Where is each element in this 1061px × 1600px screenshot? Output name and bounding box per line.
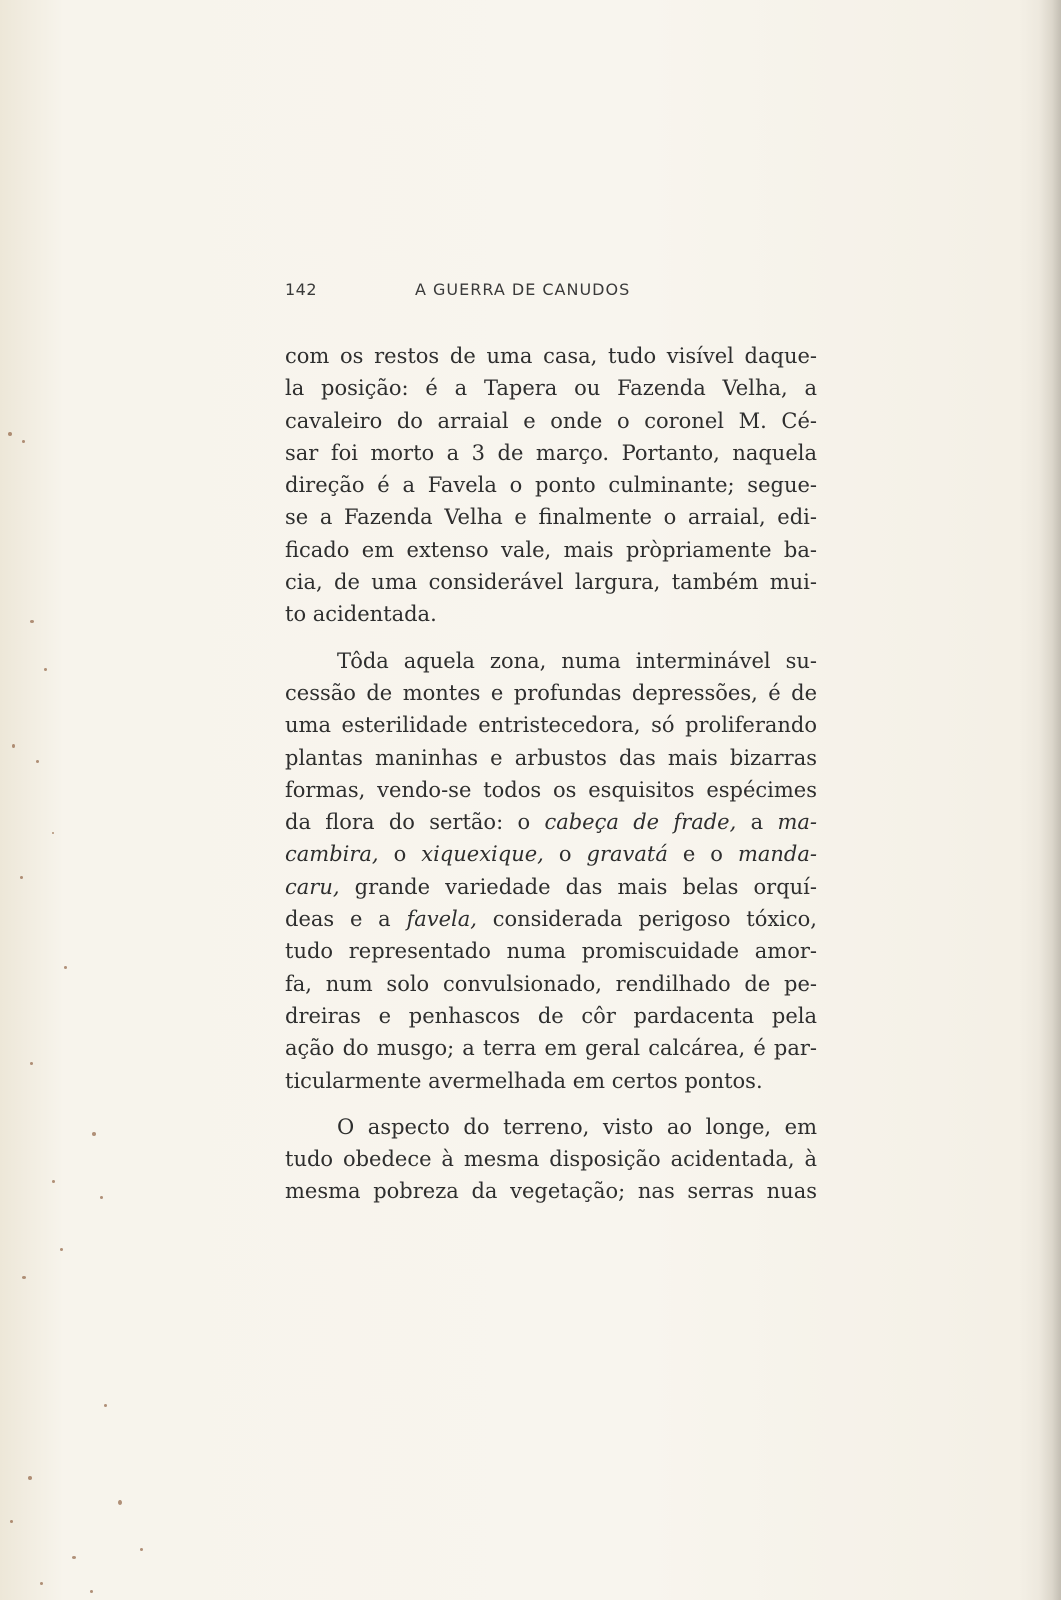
italic-term: caru, bbox=[285, 874, 340, 899]
text-line: sar foi morto a 3 de março. Portanto, naquela bbox=[285, 440, 817, 465]
text-run: da flora do sertão: o bbox=[285, 810, 531, 835]
body-text bbox=[285, 340, 817, 1208]
paragraph-gap bbox=[285, 1097, 817, 1111]
text-line: uma esterilidade entristecedora, só proliferando bbox=[285, 713, 817, 738]
text-line: O aspecto do terreno, visto ao longe, em bbox=[337, 1114, 817, 1139]
binding-shadow bbox=[1039, 0, 1061, 1600]
text-line: direção é a Favela o ponto culminante; segue- bbox=[285, 473, 817, 498]
text-line: la posição: é a Tapera ou Fazenda Velha, a bbox=[285, 376, 817, 401]
text-line: tudo representado numa promiscuidade amor- bbox=[285, 939, 817, 964]
text-run: a bbox=[750, 810, 764, 835]
italic-term: cambira, bbox=[285, 842, 379, 867]
text-run: e o bbox=[682, 842, 723, 867]
text-line: ação do musgo; a terra em geral calcárea, é par- bbox=[285, 1036, 817, 1061]
paragraph bbox=[285, 340, 817, 631]
text-line: se a Fazenda Velha e finalmente o arraial, edi- bbox=[285, 505, 817, 530]
text-line: Tôda aquela zona, numa interminável su- bbox=[337, 648, 817, 673]
text-line bbox=[285, 806, 817, 838]
text-line: cessão de montes e profundas depressões, é de bbox=[285, 680, 817, 705]
text-line: ticularmente avermelhada em certos pontos. bbox=[285, 1068, 763, 1093]
text-line: to acidentada. bbox=[285, 602, 437, 627]
running-head bbox=[285, 280, 685, 302]
text-run: o bbox=[393, 842, 407, 867]
paragraph bbox=[285, 1111, 817, 1208]
text-line: formas, vendo-se todos os esquisitos espécimes bbox=[285, 777, 817, 802]
paragraph bbox=[285, 645, 817, 1097]
text-line: mesma pobreza da vegetação; nas serras nuas bbox=[285, 1179, 817, 1204]
text-line: cavaleiro do arraial e onde o coronel M. Cé- bbox=[285, 408, 817, 433]
text-run: considerada perigoso tóxico, bbox=[492, 907, 817, 932]
text-run: grande variedade das mais belas orquí- bbox=[354, 874, 817, 899]
text-line: fa, num solo convulsionado, rendilhado de pe- bbox=[285, 971, 817, 996]
text-line: plantas maninhas e arbustos das mais bizarras bbox=[285, 745, 817, 770]
italic-term: xiquexique, bbox=[421, 842, 544, 867]
text-run: o bbox=[558, 842, 572, 867]
italic-term: gravatá bbox=[586, 842, 668, 867]
text-line bbox=[285, 903, 817, 935]
text-line bbox=[285, 838, 817, 870]
italic-term: cabeça de frade, bbox=[544, 810, 737, 835]
book-title: A GUERRA DE CANUDOS bbox=[415, 280, 631, 299]
page-number: 142 bbox=[285, 280, 318, 299]
text-line bbox=[285, 871, 817, 903]
italic-term: favela, bbox=[406, 907, 477, 932]
paragraph-gap bbox=[285, 631, 817, 645]
text-run: deas e a bbox=[285, 907, 391, 932]
text-line: tudo obedece à mesma disposição acidentada, à bbox=[285, 1147, 817, 1172]
text-line: dreiras e penhascos de côr pardacenta pela bbox=[285, 1003, 817, 1028]
italic-term: ma- bbox=[777, 810, 817, 835]
text-line: cia, de uma considerável largura, também mui- bbox=[285, 570, 817, 595]
italic-term: manda- bbox=[737, 842, 817, 867]
text-line: ficado em extenso vale, mais pròpriamente ba- bbox=[285, 537, 817, 562]
text-line: com os restos de uma casa, tudo visível daque- bbox=[285, 344, 817, 368]
